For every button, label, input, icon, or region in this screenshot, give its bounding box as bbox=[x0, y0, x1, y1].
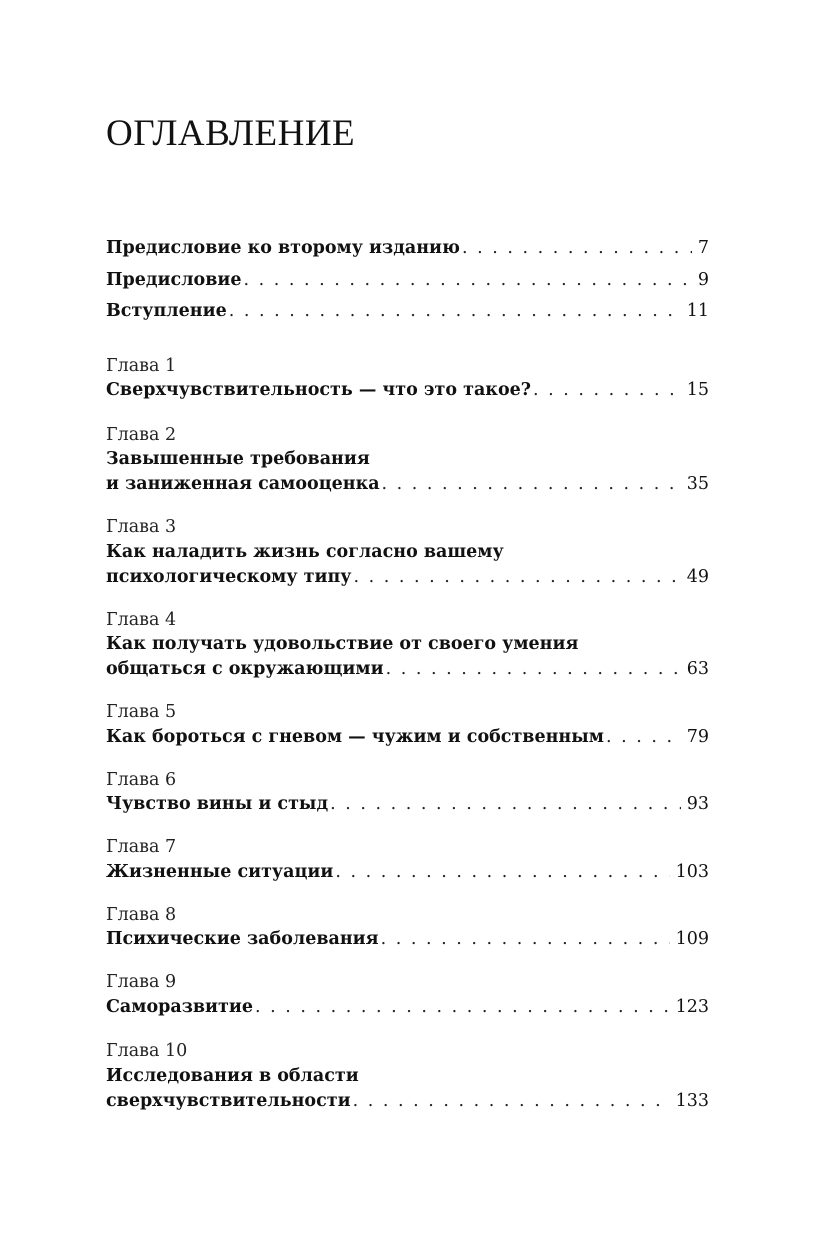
toc-entry-introduction[interactable] bbox=[106, 299, 709, 323]
toc-entry-chapter-3[interactable] bbox=[106, 565, 709, 589]
toc-entry-page: 35 bbox=[686, 474, 709, 494]
toc-entry-title: сверхчувствительности bbox=[106, 1091, 351, 1111]
toc-entry-page: 103 bbox=[675, 862, 709, 882]
toc-entry-title: и заниженная самооценка bbox=[106, 474, 380, 494]
leader-dots bbox=[354, 565, 681, 589]
toc-entry-chapter-1[interactable] bbox=[106, 378, 709, 402]
toc-entry-title: Сверхчувствительность — что это такое? bbox=[106, 380, 531, 400]
toc-entry-chapter-6[interactable] bbox=[106, 792, 709, 816]
leader-dots bbox=[255, 995, 670, 1019]
leader-dots bbox=[462, 236, 692, 260]
chapter-label: Глава 4 bbox=[106, 610, 177, 630]
toc-entry-title-line1: Исследования в области bbox=[106, 1066, 359, 1086]
chapter-label: Глава 9 bbox=[106, 972, 177, 992]
toc-entry-page: 9 bbox=[697, 270, 709, 290]
toc-entry-title: общаться с окружающими bbox=[106, 659, 384, 679]
toc-entry-chapter-7[interactable] bbox=[106, 860, 709, 884]
chapter-label: Глава 7 bbox=[106, 837, 177, 857]
chapter-label: Глава 1 bbox=[106, 356, 177, 376]
toc-entry-page: 93 bbox=[686, 794, 709, 814]
leader-dots bbox=[606, 725, 681, 749]
toc-entry-foreword[interactable] bbox=[106, 268, 709, 292]
toc-heading: ОГЛАВЛЕНИЕ bbox=[106, 113, 356, 154]
toc-entry-title: Предисловие bbox=[106, 270, 242, 290]
toc-entry-title: Жизненные ситуации bbox=[106, 862, 334, 882]
leader-dots bbox=[381, 927, 670, 951]
toc-entry-title: Предисловие ко второму изданию bbox=[106, 238, 460, 258]
leader-dots bbox=[533, 378, 681, 402]
toc-entry-foreword-second-edition[interactable] bbox=[106, 236, 709, 260]
toc-entry-title: Чувство вины и стыд bbox=[106, 794, 329, 814]
leader-dots bbox=[335, 860, 669, 884]
chapter-label: Глава 5 bbox=[106, 702, 177, 722]
toc-entry-page: 79 bbox=[686, 727, 709, 747]
toc-entry-title: Как бороться с гневом — чужим и собственным bbox=[106, 727, 604, 747]
leader-dots bbox=[243, 268, 691, 292]
chapter-label: Глава 6 bbox=[106, 770, 177, 790]
toc-entry-page: 133 bbox=[675, 1091, 709, 1111]
toc-entry-page: 11 bbox=[686, 301, 709, 321]
leader-dots bbox=[353, 1089, 670, 1113]
leader-dots bbox=[229, 299, 681, 323]
toc-entry-chapter-10[interactable] bbox=[106, 1089, 709, 1113]
leader-dots bbox=[386, 657, 681, 681]
chapter-label: Глава 10 bbox=[106, 1041, 188, 1061]
toc-entry-page: 63 bbox=[686, 659, 709, 679]
toc-entry-page: 7 bbox=[697, 238, 709, 258]
leader-dots bbox=[330, 792, 681, 816]
toc-entry-title-line1: Завышенные требования bbox=[106, 449, 370, 469]
leader-dots bbox=[382, 472, 681, 496]
toc-entry-page: 123 bbox=[675, 997, 709, 1017]
toc-entry-title: Вступление bbox=[106, 301, 227, 321]
toc-entry-title: Психические заболевания bbox=[106, 929, 379, 949]
toc-entry-chapter-4[interactable] bbox=[106, 657, 709, 681]
toc-entry-title: психологическому типу bbox=[106, 567, 352, 587]
chapter-label: Глава 3 bbox=[106, 517, 177, 537]
toc-entry-chapter-8[interactable] bbox=[106, 927, 709, 951]
toc-entry-chapter-5[interactable] bbox=[106, 725, 709, 749]
toc-entry-title-line1: Как наладить жизнь согласно вашему bbox=[106, 542, 504, 562]
toc-entry-page: 49 bbox=[686, 567, 709, 587]
toc-entry-title: Саморазвитие bbox=[106, 997, 253, 1017]
toc-entry-chapter-2[interactable] bbox=[106, 472, 709, 496]
toc-entry-page: 15 bbox=[686, 380, 709, 400]
toc-entry-chapter-9[interactable] bbox=[106, 995, 709, 1019]
chapter-label: Глава 2 bbox=[106, 425, 177, 445]
toc-entry-title-line1: Как получать удовольствие от своего умения bbox=[106, 634, 579, 654]
toc-entry-page: 109 bbox=[675, 929, 709, 949]
chapter-label: Глава 8 bbox=[106, 905, 177, 925]
